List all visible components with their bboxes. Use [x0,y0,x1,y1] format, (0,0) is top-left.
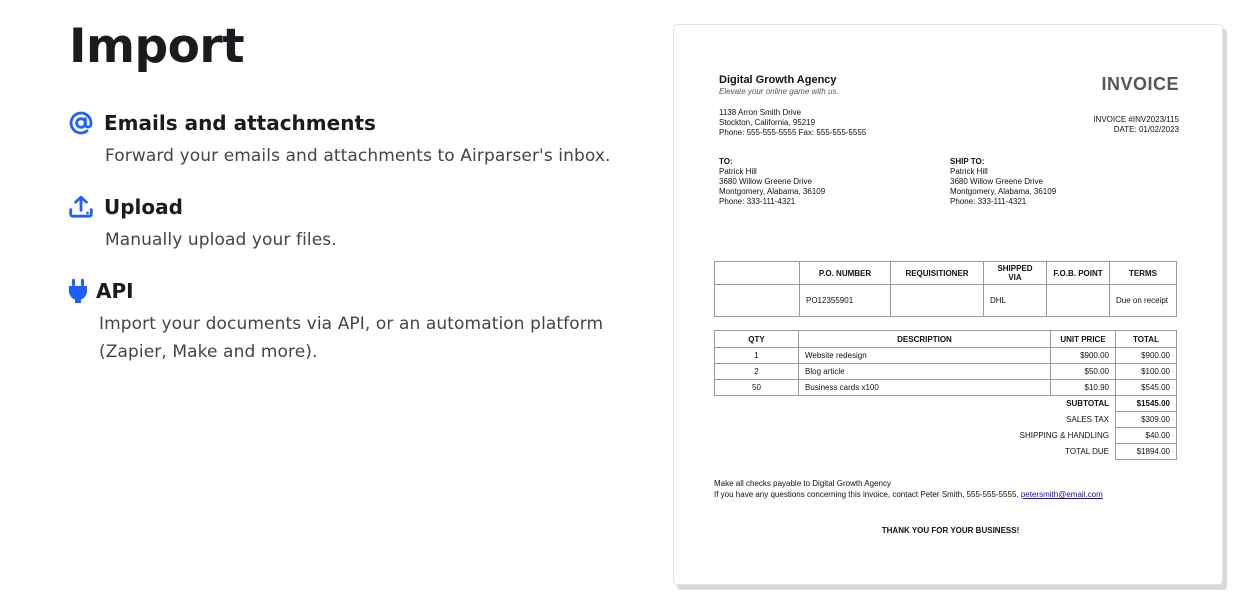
footer-checks: Make all checks payable to Digital Growth Agency [714,479,891,488]
totals-value: $40.00 [1116,428,1177,444]
address-line: 1138 Arron Smith Drive [719,108,802,117]
feature-name: Upload [104,195,183,219]
totals-row [715,396,1177,412]
table-row [715,380,1177,396]
company-name: Digital Growth Agency [719,74,837,86]
address-line: Patrick Hill [950,167,988,176]
page-title: Import [69,19,245,74]
table-row [715,348,1177,364]
address-line: Patrick Hill [719,167,757,176]
po-header [715,262,800,285]
invoice-date: DATE: 01/02/2023 [1113,125,1179,134]
ship-to-label: SHIP TO: [950,157,985,166]
description-cell: Website redesign [799,348,1051,364]
total-cell: $545.00 [1116,380,1177,396]
address-line: Montgomery, Alabama, 36109 [719,187,826,196]
totals-row [715,412,1177,428]
po-header: P.O. NUMBER [800,262,891,285]
address-line: 3680 Willow Greene Drive [719,177,812,186]
address-line: Phone: 333-111-4321 [719,197,796,206]
po-header: TERMS [1110,262,1177,285]
at-sign-icon [68,110,94,136]
po-cell: PO12355901 [800,285,891,317]
address-line: Stockton, California, 95219 [719,118,816,127]
feature-description: Manually upload your files. [105,230,337,250]
totals-value: $1894.00 [1116,444,1177,460]
po-cell [891,285,984,317]
unit-price-cell: $50.00 [1051,364,1116,380]
unit-price-cell: $10.90 [1051,380,1116,396]
feature-emails [68,110,611,170]
unit-price-cell: $900.00 [1051,348,1116,364]
footer-contact [714,489,1103,500]
totals-label: SALES TAX [1066,415,1109,424]
po-header: REQUISITIONER [891,262,984,285]
qty-cell: 2 [715,364,799,380]
invoice-document [714,74,1179,535]
invoice-number: INVOICE #INV2023/115 [1093,115,1179,124]
invoice-footer [714,478,1103,500]
totals-row [715,444,1177,460]
po-cell: DHL [984,285,1047,317]
po-table [714,261,1177,317]
items-header: DESCRIPTION [799,331,1051,348]
totals-label: SHIPPING & HANDLING [1019,431,1109,440]
po-cell [1047,285,1110,317]
totals-label: SUBTOTAL [1066,399,1109,409]
address-line: Phone: 555-555-5555 Fax: 555-555-5555 [719,128,867,137]
totals-value: $1545.00 [1116,396,1177,412]
qty-cell: 1 [715,348,799,364]
po-cell [715,285,800,317]
po-header: SHIPPED VIA [984,262,1047,285]
invoice-preview [673,24,1223,585]
feature-upload [68,194,337,254]
thanks-message: THANK YOU FOR YOUR BUSINESS! [881,526,1020,535]
total-cell: $100.00 [1116,364,1177,380]
address-line: Montgomery, Alabama, 36109 [950,187,1057,196]
plug-icon [68,278,88,304]
feature-name: API [96,279,134,303]
bill-to-label: TO: [719,157,733,166]
feature-description: Forward your emails and attachments to Airparser's inbox. [105,146,611,166]
footer-contact-text: If you have any questions concerning this invoice, contact Peter Smith, 555-555-5555, [714,490,1021,499]
feature-api [68,278,619,366]
feature-name: Emails and attachments [104,111,376,135]
po-header: F.O.B. POINT [1047,262,1110,285]
invoice-meta [1093,115,1179,135]
address-line: 3680 Willow Greene Drive [950,177,1043,186]
items-header: TOTAL [1116,331,1177,348]
qty-cell: 50 [715,380,799,396]
totals-label: TOTAL DUE [1065,447,1109,456]
bill-to [719,157,825,207]
total-cell: $900.00 [1116,348,1177,364]
description-cell: Business cards x100 [799,380,1051,396]
po-cell: Due on receipt [1110,285,1177,317]
address-line: Phone: 333-111-4321 [950,197,1027,206]
upload-icon [68,194,94,220]
items-header: QTY [715,331,799,348]
description-cell: Blog article [799,364,1051,380]
contact-email-link[interactable]: petersmith@email.com [1020,490,1103,499]
totals-row [715,428,1177,444]
feature-description: Import your documents via API, or an automation platform (Zapier, Make and more). [99,314,604,362]
invoice-title: INVOICE [1101,74,1179,94]
items-header: UNIT PRICE [1051,331,1116,348]
company-tagline: Elevate your online game with us. [719,87,839,96]
totals-value: $309.00 [1116,412,1177,428]
items-table [714,330,1177,460]
ship-to [950,157,1056,207]
table-row [715,364,1177,380]
